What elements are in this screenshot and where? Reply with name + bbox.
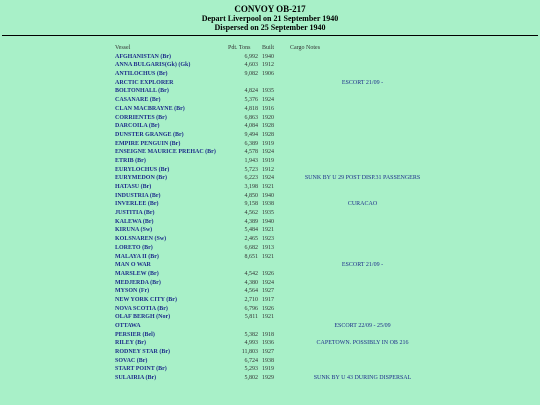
table-row [0, 348, 540, 357]
tons-cell: 11,803 [241, 349, 258, 356]
notes-cell: SUNK BY U 29 POST DISP.31 PASSENGERS [304, 175, 421, 182]
vessel-name[interactable]: OTTAWA [115, 323, 141, 329]
built-cell: 1926 [262, 305, 274, 312]
vessel-name[interactable]: EURYMEDON (Br) [115, 175, 167, 182]
vessel-name[interactable]: KALEWA (Br) [115, 218, 154, 225]
built-cell: 1920 [262, 114, 274, 121]
table-header-row [0, 44, 540, 53]
tons-cell: 4,564 [244, 288, 258, 295]
table-row [0, 209, 540, 218]
tons-cell: 2,465 [244, 236, 258, 243]
table-row [0, 253, 540, 262]
tons-cell: 4,578 [244, 149, 258, 156]
table-row [0, 365, 540, 374]
vessel-name[interactable]: CORRIENTES (Br) [115, 114, 167, 121]
built-cell: 1921 [262, 314, 274, 321]
table-row [0, 114, 540, 123]
tons-cell: 4,993 [244, 340, 258, 347]
tons-cell: 5,802 [244, 375, 258, 382]
notes-cell: CAPETOWN. POSSIBLY IN OB 216 [316, 340, 409, 347]
table-row [0, 148, 540, 157]
vessel-name[interactable]: KOLSNAREN (Sw) [115, 236, 167, 243]
tons-cell: 4,850 [244, 192, 258, 199]
notes-cell: ESCORT 21/09 - [341, 79, 384, 86]
column-header-vessel: Vessel [115, 45, 131, 51]
built-cell: 1919 [262, 157, 274, 164]
built-cell: 1924 [262, 97, 274, 104]
tons-cell: 1,943 [244, 157, 258, 164]
vessel-name[interactable]: NOVA SCOTIA (Br) [115, 305, 168, 312]
table-row [0, 226, 540, 235]
vessel-name[interactable]: ANNA BULGARIS(Gk) (Gk) [115, 62, 191, 69]
vessel-name[interactable]: NEW YORK CITY (Br) [115, 296, 177, 303]
built-cell: 1921 [262, 253, 274, 260]
built-cell: 1919 [262, 366, 274, 373]
vessel-name[interactable]: START POINT (Br) [115, 366, 167, 373]
tons-cell: 6,223 [244, 175, 258, 182]
tons-cell: 6,796 [244, 305, 258, 312]
table-row [0, 200, 540, 209]
table-row [0, 218, 540, 227]
table-row [0, 140, 540, 149]
vessel-name[interactable]: RILEY (Br) [115, 340, 146, 347]
tons-cell: 6,863 [244, 114, 258, 121]
tons-cell: 6,992 [244, 53, 258, 60]
tons-cell: 5,376 [244, 97, 258, 104]
vessel-name[interactable]: MALAYA II (Br) [115, 253, 159, 260]
built-cell: 1921 [262, 227, 274, 234]
built-cell: 1927 [262, 349, 274, 356]
vessel-name[interactable]: BOLTONHALL (Br) [115, 88, 169, 95]
depart-line: Depart Liverpool on 21 September 1940 [201, 14, 339, 23]
table-row [0, 131, 540, 140]
built-cell: 1912 [262, 166, 274, 173]
page-header [0, 0, 540, 32]
vessel-name[interactable]: INVERLEE (Br) [115, 201, 159, 208]
tons-cell: 4,084 [244, 123, 258, 130]
tons-cell: 6,389 [244, 140, 258, 147]
header-divider [2, 35, 538, 36]
table-row [0, 157, 540, 166]
built-cell: 1923 [262, 236, 274, 243]
page-title: CONVOY OB-217 [234, 4, 306, 14]
tons-cell: 8,651 [244, 253, 258, 260]
vessel-name[interactable]: ENSEIGNE MAURICE PREHAC (Br) [115, 149, 216, 156]
table-row [0, 53, 540, 62]
vessel-name[interactable]: DUNSTER GRANGE (Br) [115, 131, 184, 138]
built-cell: 1938 [262, 357, 274, 364]
tons-cell: 5,293 [244, 366, 258, 373]
vessel-name[interactable]: OLAF BERGH (Nor) [115, 314, 171, 321]
notes-cell: SUNK BY U 43 DURING DISPERSAL [313, 375, 412, 382]
table-row [0, 270, 540, 279]
vessel-name[interactable]: SOVAC (Br) [115, 357, 148, 364]
vessel-name[interactable]: HATASU (Br) [115, 184, 152, 190]
table-row [0, 174, 540, 183]
built-cell: 1917 [262, 296, 274, 303]
table-row [0, 61, 540, 70]
vessel-name[interactable]: ETRIB (Br) [115, 157, 146, 164]
vessel-name[interactable]: INDUSTRIA (Br) [115, 192, 161, 199]
tons-cell: 4,824 [244, 88, 258, 95]
built-cell: 1928 [262, 123, 274, 130]
table-row [0, 357, 540, 366]
built-cell: 1924 [262, 149, 274, 156]
table-row [0, 122, 540, 131]
tons-cell: 6,724 [244, 357, 258, 364]
tons-cell: 5,723 [244, 166, 258, 173]
vessel-name[interactable]: MYSON (Fr) [115, 288, 150, 295]
tons-cell: 3,198 [244, 184, 258, 190]
tons-cell: 4,542 [244, 270, 258, 277]
table-row [0, 313, 540, 322]
built-cell: 1935 [262, 88, 274, 95]
vessel-name[interactable]: EURYLOCHUS (Br) [115, 166, 170, 173]
built-cell: 1940 [262, 192, 274, 199]
vessel-name[interactable]: ARCTIC EXPLORER [115, 79, 174, 86]
vessel-name[interactable]: ANTILOCHUS (Br) [115, 71, 168, 78]
tons-cell: 5,484 [244, 227, 258, 234]
vessel-name[interactable]: KIRUNA (Sw) [115, 227, 153, 234]
table-row [0, 96, 540, 105]
built-cell: 1936 [262, 340, 274, 347]
vessel-name[interactable]: MAN O WAR [115, 262, 151, 269]
column-header-tons: Pdt. Tons [228, 45, 251, 51]
built-cell: 1928 [262, 131, 274, 138]
tons-cell: 4,603 [244, 62, 258, 69]
table-row [0, 331, 540, 340]
built-cell: 1927 [262, 288, 274, 295]
table-row [0, 183, 540, 192]
vessel-name[interactable]: LORETO (Br) [115, 244, 153, 251]
table-row [0, 166, 540, 175]
built-cell: 1916 [262, 105, 274, 112]
built-cell: 1929 [262, 375, 274, 382]
table-row [0, 305, 540, 314]
table-row [0, 287, 540, 296]
built-cell: 1940 [262, 53, 274, 60]
vessel-name[interactable]: AFGHANISTAN (Br) [115, 53, 172, 60]
column-header-built: Built [262, 45, 275, 51]
table-row [0, 279, 540, 288]
vessel-name[interactable]: PERSIER (Bel) [115, 331, 155, 338]
vessel-name[interactable]: EMPIRE PENGUIN (Br) [115, 140, 181, 147]
table-row [0, 87, 540, 96]
table-row [0, 244, 540, 253]
table-row [0, 105, 540, 114]
table-row [0, 70, 540, 79]
dispersed-line: Dispersed on 25 September 1940 [214, 23, 326, 32]
table-row [0, 339, 540, 348]
vessel-name[interactable]: MEDJERDA (Br) [115, 279, 161, 286]
vessel-name[interactable]: CLAN MACBRAYNE (Br) [115, 105, 185, 112]
built-cell: 1924 [262, 175, 274, 182]
built-cell: 1912 [262, 62, 274, 69]
tons-cell: 5,382 [244, 331, 258, 338]
tons-cell: 5,811 [244, 314, 258, 321]
vessel-name[interactable]: RODNEY STAR (Br) [115, 349, 170, 356]
built-cell: 1938 [262, 201, 274, 208]
notes-cell: ESCORT 22/09 - 25/09 [334, 323, 391, 329]
tons-cell: 9,494 [244, 131, 258, 138]
built-cell: 1919 [262, 140, 274, 147]
built-cell: 1926 [262, 270, 274, 277]
vessel-name[interactable]: MARSLEW (Br) [115, 270, 159, 277]
built-cell: 1918 [262, 331, 274, 338]
table-row [0, 374, 540, 383]
tons-cell: 4,818 [244, 105, 258, 112]
table-row [0, 296, 540, 305]
vessel-name[interactable]: JUSTITIA (Br) [115, 210, 155, 217]
table-row [0, 261, 540, 270]
vessel-name[interactable]: SULAIRIA (Br) [115, 375, 157, 382]
table-row [0, 192, 540, 201]
convoy-table [0, 44, 540, 383]
tons-cell: 9,082 [244, 71, 258, 78]
built-cell: 1935 [262, 210, 274, 217]
table-row [0, 79, 540, 88]
built-cell: 1913 [262, 244, 274, 251]
vessel-name[interactable]: DARCOILA (Br) [115, 123, 160, 130]
tons-cell: 2,710 [244, 296, 258, 303]
table-body [0, 53, 540, 383]
built-cell: 1921 [262, 184, 274, 190]
notes-cell: ESCORT 21/09 - [341, 262, 384, 269]
tons-cell: 4,389 [244, 218, 258, 225]
built-cell: 1940 [262, 218, 274, 225]
table-row [0, 235, 540, 244]
built-cell: 1906 [262, 71, 274, 78]
table-row [0, 322, 540, 331]
built-cell: 1924 [262, 279, 274, 286]
tons-cell: 6,682 [244, 244, 258, 251]
vessel-name[interactable]: CASANARE (Br) [115, 97, 161, 104]
tons-cell: 9,158 [244, 201, 258, 208]
column-header-notes: Cargo Notes [290, 45, 321, 51]
notes-cell: CURACAO [347, 201, 378, 208]
tons-cell: 4,380 [244, 279, 258, 286]
tons-cell: 4,562 [244, 210, 258, 217]
